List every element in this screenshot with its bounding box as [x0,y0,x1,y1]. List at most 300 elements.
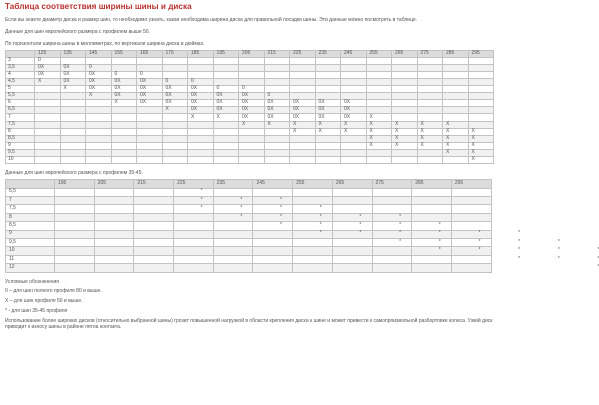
table-cell [162,157,188,164]
table-cell [213,71,239,78]
table-cell [451,264,491,272]
table-cell [134,247,174,255]
table-cell [290,57,316,64]
table-cell [111,128,137,135]
table-cell: X [162,107,188,114]
table-header-row [6,50,494,57]
table-cell [264,149,290,156]
table-cell [111,57,137,64]
table-cell: X [188,114,214,121]
legend-title: Условные обозначения [5,278,60,285]
header-cell: 285 [443,50,469,57]
table-cell [451,230,491,238]
table-cell [293,197,333,205]
table-cell [451,255,491,263]
table-cell [264,157,290,164]
table-cell [60,142,86,149]
table-cell: 0 [86,64,112,71]
table-cell [174,188,214,196]
table-cell [188,149,214,156]
table-cell [162,142,188,149]
table-cell [417,78,443,85]
table-cell: 0X [341,107,367,114]
header-cell: 205 [239,50,265,57]
page-title: Таблица соответствия ширины шины и диска [5,2,192,11]
table-cell: X [392,128,418,135]
table-cell [417,157,443,164]
table-cell [443,71,469,78]
table-cell: X [468,142,494,149]
tire-rim-table-profile-50 [5,50,494,165]
table-row [6,255,492,263]
table-cell [174,264,214,272]
row-label-cell: 8,5 [6,135,35,142]
table-row [6,107,494,114]
table-cell [417,71,443,78]
table-cell [239,64,265,71]
table-cell: X [392,121,418,128]
table-cell: * [134,197,174,205]
table-cell: 0X [35,64,61,71]
table-cell [264,142,290,149]
table-cell [341,71,367,78]
table-cell [392,71,418,78]
table-cell [111,142,137,149]
table-cell: X [443,135,469,142]
table-cell: 0 [213,86,239,93]
table-cell [86,142,112,149]
table-cell [315,71,341,78]
table-cell [392,149,418,156]
table-row [6,213,492,221]
table-cell: X [417,121,443,128]
table-cell: * [55,188,95,196]
table-row [6,71,494,78]
table-cell: 0 [137,71,163,78]
table-row [6,230,492,238]
table-cell [35,86,61,93]
table-row [6,264,492,272]
legend [5,279,496,314]
table-cell [35,93,61,100]
table-cell [137,135,163,142]
table-cell [111,149,137,156]
table-cell [86,149,112,156]
table-cell [239,71,265,78]
header-cell: 245 [253,180,293,188]
table-cell [412,264,452,272]
table-cell: * [372,247,412,255]
table-cell [290,71,316,78]
table-cell [94,264,134,272]
table-cell: X [86,93,112,100]
table-cell: 0 [35,57,61,64]
table-cell [332,205,372,213]
section2-note: Данные для шин европейского размера с профилем 35-45. [5,170,143,177]
table-cell: * [253,213,293,221]
header-cell: 205 [94,180,134,188]
table-cell: 0 [264,93,290,100]
table-cell [341,142,367,149]
table-cell [137,107,163,114]
table-cell [35,157,61,164]
table-row [6,93,494,100]
table-cell: X [290,121,316,128]
table-cell [315,142,341,149]
table-cell [417,86,443,93]
table-cell [239,128,265,135]
header-cell: 295 [451,180,491,188]
table-cell [162,149,188,156]
table-cell [468,107,494,114]
table-cell: 0X [86,86,112,93]
legend-item: 0 – для шин полного профиля 80 и выше. [5,288,102,295]
table-cell: 0X [111,93,137,100]
table-cell: * [174,205,214,213]
table-cell: 0X [315,107,341,114]
table-cell [366,64,392,71]
table-cell [253,264,293,272]
table-cell: X [443,121,469,128]
table-cell [264,71,290,78]
header-cell: 295 [468,50,494,57]
table-cell [111,135,137,142]
table-cell [332,255,372,263]
table-cell: * [372,230,412,238]
legend-item: * - для шин 35-45 профиля [5,307,68,314]
table-cell [392,93,418,100]
table-cell [372,188,412,196]
table-cell [55,230,95,238]
table-cell [86,121,112,128]
table-cell [213,121,239,128]
table-cell: 0X [264,100,290,107]
table-cell: X [315,128,341,135]
table-cell [315,135,341,142]
table-cell [315,78,341,85]
table-cell [213,255,253,263]
table-cell: X [315,121,341,128]
row-label-cell: 8,5 [6,222,55,230]
table-cell [55,239,95,247]
table-cell [290,78,316,85]
table-cell [417,114,443,121]
table-cell [60,149,86,156]
table-cell [162,121,188,128]
row-label-cell: 5 [6,86,35,93]
table-cell: 0X [188,93,214,100]
row-label-cell: 6,5 [6,107,35,114]
table-cell: 0X [239,93,265,100]
table-cell [111,114,137,121]
table-cell: * [412,247,452,255]
table-cell [451,205,491,213]
table-cell [332,222,372,230]
table-cell [60,128,86,135]
table-cell [213,205,253,213]
table-cell: X [468,149,494,156]
table-cell [290,157,316,164]
table-cell [162,57,188,64]
table-cell [417,107,443,114]
table-cell [468,57,494,64]
table-cell [293,188,333,196]
table-cell: * [174,222,214,230]
table-cell: 0X [264,107,290,114]
table-cell [239,135,265,142]
table-cell [60,114,86,121]
table-cell [332,213,372,221]
table-cell [134,230,174,238]
table-cell [341,149,367,156]
table-cell [188,121,214,128]
table-cell [443,93,469,100]
table-row [6,142,494,149]
table-cell: 0X [188,86,214,93]
table-cell [213,264,253,272]
table-cell: 0X [239,107,265,114]
header-cell: 165 [137,50,163,57]
table-cell: 0X [162,86,188,93]
table-cell [293,255,333,263]
table-cell: 0X [239,100,265,107]
row-label-cell: 12 [6,264,55,272]
table-cell [94,247,134,255]
table-cell [86,135,112,142]
table-cell: 0X [86,78,112,85]
table-cell [239,57,265,64]
table-cell [213,142,239,149]
row-label-cell: 8 [6,128,35,135]
table-cell [372,205,412,213]
table-cell [341,78,367,85]
table-cell [315,64,341,71]
row-label-cell: 7,5 [6,205,55,213]
table-cell [55,222,95,230]
header-cell: 215 [134,180,174,188]
table-cell: X [213,114,239,121]
table-cell [86,114,112,121]
table-cell [332,188,372,196]
table-cell [290,86,316,93]
table-cell: X [417,128,443,135]
table-cell [366,86,392,93]
table-cell: * [293,239,333,247]
table-row [6,239,492,247]
table-cell: 0 [239,86,265,93]
table-cell [366,100,392,107]
table-cell: 0X [315,100,341,107]
table-cell [94,188,134,196]
table-cell [417,93,443,100]
table-row [6,222,492,230]
table-cell [366,107,392,114]
row-label-cell: 4 [6,71,35,78]
table-cell: 0X [188,107,214,114]
table-cell [239,157,265,164]
table-cell [290,135,316,142]
table-cell [94,230,134,238]
table-cell [412,230,452,238]
header-cell: 135 [60,50,86,57]
header-cell: 265 [392,50,418,57]
table-cell [443,107,469,114]
table-cell [60,135,86,142]
table-cell [134,264,174,272]
table-cell [366,78,392,85]
table-cell [86,128,112,135]
table-cell [412,188,452,196]
table-cell [443,64,469,71]
table-cell [253,205,293,213]
table-cell [134,239,174,247]
table-cell [162,135,188,142]
table-cell: X [111,100,137,107]
table-row [6,247,492,255]
table-cell [451,247,491,255]
header-cell: 235 [315,50,341,57]
table-cell: 0X [111,86,137,93]
table-cell [94,222,134,230]
table-cell [468,64,494,71]
table-cell [443,78,469,85]
table-cell [174,239,214,247]
table-cell [137,121,163,128]
table-cell: 0X [213,107,239,114]
table-cell [443,157,469,164]
table-cell [468,114,494,121]
table-cell: X [60,86,86,93]
table-cell [468,71,494,78]
table-cell [372,264,412,272]
table-cell: X [443,149,469,156]
table-cell: * [293,247,333,255]
table-cell [174,247,214,255]
table-cell [137,157,163,164]
section1-note: Данные для шин европейского размера с профилем выше 50. [5,29,150,36]
header-cell: 275 [372,180,412,188]
table-cell [341,86,367,93]
table-cell: 0X [213,100,239,107]
table-cell: 0X [60,78,86,85]
table-cell [443,114,469,121]
table-cell [162,64,188,71]
table-cell: 0X [264,114,290,121]
table-cell: 0 [162,78,188,85]
table-cell: 0X [137,78,163,85]
table-cell [341,57,367,64]
table-cell: * [332,247,372,255]
table-cell: * [253,230,293,238]
table-row [6,188,492,196]
table-cell [60,93,86,100]
table-cell [451,213,491,221]
header-cell: 235 [213,180,253,188]
table-cell [213,57,239,64]
table-row [6,86,494,93]
table-cell: X [443,142,469,149]
table-cell: 0X [111,78,137,85]
table-cell: * [213,222,253,230]
table-cell [35,114,61,121]
table-cell: * [174,230,214,238]
table-cell [332,197,372,205]
header-cell: 255 [293,180,333,188]
table-cell [55,255,95,263]
table-cell: 0X [188,100,214,107]
table-cell [264,64,290,71]
row-label-cell: 9,5 [6,239,55,247]
table-cell [443,57,469,64]
table-cell [366,71,392,78]
table-cell [213,64,239,71]
table-cell [366,57,392,64]
table-cell [417,57,443,64]
table-cell [213,149,239,156]
table-cell: 0X [137,93,163,100]
table-cell: X [468,128,494,135]
table-cell [137,114,163,121]
table-row [6,205,492,213]
table-cell: X [366,142,392,149]
table-cell: 0X [290,100,316,107]
table-cell [137,128,163,135]
table-cell [60,157,86,164]
table-cell [94,239,134,247]
row-label-cell: 3 [6,57,35,64]
table-cell [443,100,469,107]
table-cell [162,128,188,135]
table-cell: 0X [341,100,367,107]
table-cell [468,78,494,85]
table-cell [111,121,137,128]
table-cell: X [468,157,494,164]
table-row [6,64,494,71]
table-cell [94,255,134,263]
table-cell [162,114,188,121]
table-cell [451,222,491,230]
table-header-row [6,180,492,188]
row-label-cell: 9 [6,142,35,149]
table-cell: X [341,128,367,135]
table-cell [35,149,61,156]
table-cell: * [372,239,412,247]
table-cell [451,188,491,196]
table-cell: 0 [111,71,137,78]
table-cell: 0X [60,64,86,71]
table-cell: * [332,239,372,247]
table-cell [86,100,112,107]
table-cell: * [134,222,174,230]
table-row [6,78,494,85]
table-cell: * [293,222,333,230]
table-cell: 0X [239,114,265,121]
table-cell [137,57,163,64]
row-label-cell: 11 [6,255,55,263]
table-cell [264,57,290,64]
table-cell: X [264,121,290,128]
table-cell [86,157,112,164]
row-label-cell: 9,5 [6,149,35,156]
table-cell: * [55,205,95,213]
table-cell [60,121,86,128]
table-cell [60,107,86,114]
table-cell [332,264,372,272]
table-cell [417,64,443,71]
table-cell [417,149,443,156]
table-row [6,57,494,64]
table-cell: * [94,197,134,205]
